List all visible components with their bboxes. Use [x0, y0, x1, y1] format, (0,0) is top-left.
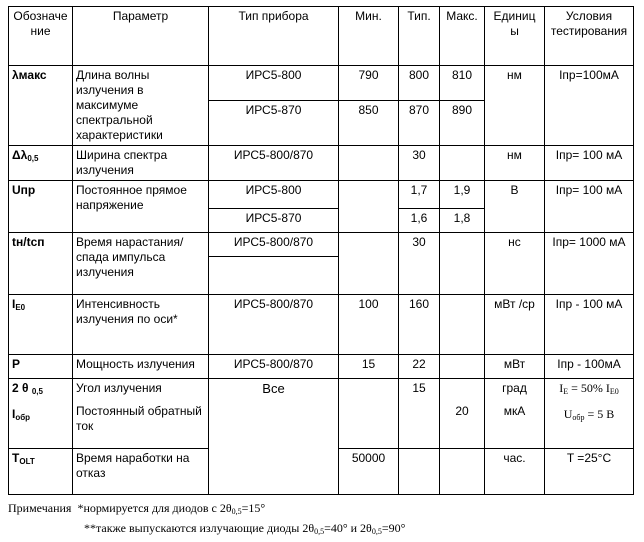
device-cell: ИРС5-800/870	[209, 295, 339, 355]
symbol-subscript: 0,5	[27, 154, 39, 163]
value-max: 20	[455, 404, 469, 418]
note-text: =90°	[381, 521, 406, 535]
value-max	[440, 233, 485, 295]
table-row	[9, 233, 634, 257]
value-min	[339, 233, 399, 295]
value-typ: 160	[399, 295, 440, 355]
unit-cell: нс	[485, 233, 545, 295]
param-forward-voltage: Постоянное прямое напряжение	[73, 181, 209, 233]
symbol-u-forward: Uпр	[9, 181, 73, 233]
value-typ: 800	[399, 66, 440, 101]
symbol-power: P	[9, 355, 73, 379]
header-device-type: Тип прибора	[209, 7, 339, 66]
param-angle: Угол излучения	[76, 381, 162, 395]
header-typ: Тип.	[399, 7, 440, 66]
condition-cell: Iпр=100мА	[545, 66, 634, 146]
cond-text: = 50% I	[568, 381, 610, 395]
header-units: Единиц ы	[485, 7, 545, 66]
symbol-subscript: OLT	[19, 457, 35, 466]
value-min: 50000	[339, 449, 399, 495]
device-irs5-870: ИРС5-870	[209, 209, 339, 233]
device-cell: ИРС5-800/870	[209, 355, 339, 379]
table-row	[9, 295, 634, 355]
device-cell: ИРС5-800/870	[209, 146, 339, 181]
header-parameter: Параметр	[73, 7, 209, 66]
value-min: 15	[339, 355, 399, 379]
value-max: 1,9	[440, 181, 485, 209]
value-typ: 870	[399, 100, 440, 145]
symbol-text: I	[12, 407, 16, 421]
value-max	[440, 449, 485, 495]
value-typ: 30	[399, 233, 440, 295]
param-rise-fall-time: Время нарастания/ спада импульса излучения	[73, 233, 209, 295]
cond-subscript: E	[563, 387, 569, 396]
symbol-lambda-max: λмакс	[9, 66, 73, 146]
unit-cell: мВт /ср	[485, 295, 545, 355]
value-min: 100	[339, 295, 399, 355]
spec-table	[8, 6, 634, 495]
value-max	[440, 295, 485, 355]
symbol-subscript: обр	[15, 413, 31, 422]
param-intensity: Интенсивность излучения по оси*	[73, 295, 209, 355]
unit-cell: нм	[485, 146, 545, 181]
value-min	[339, 181, 399, 233]
cond-subscript: обр	[572, 413, 585, 422]
symbol-subscript: 0,5	[31, 387, 43, 396]
value-max	[440, 146, 485, 181]
cond-text: U	[563, 407, 573, 421]
note-subscript: 0,5	[314, 527, 325, 536]
note-text: =15°	[241, 501, 266, 515]
param-reverse-current: Постоянный обратный ток	[76, 404, 202, 433]
symbol-delta-lambda	[9, 146, 73, 181]
symbol-text: Δλ	[12, 148, 28, 162]
unit-cell: В	[485, 181, 545, 233]
param-wavelength: Длина волны излучения в максимуме спектральной характеристики	[73, 66, 209, 146]
value-typ: 1,7	[399, 181, 440, 209]
condition-cell	[545, 379, 634, 449]
symbol-subscript: E0	[15, 303, 26, 312]
cond-text: I	[559, 381, 564, 395]
note-line-2	[8, 520, 405, 540]
value-max: 890	[440, 100, 485, 145]
table-row	[9, 66, 634, 101]
param-power: Мощность излучения	[73, 355, 209, 379]
symbol-iobr	[12, 407, 69, 425]
symbol-rise-fall: tн/tсп	[9, 233, 73, 295]
condition-cell: Iпр - 100 мА	[545, 295, 634, 355]
param-spectrum-width: Ширина спектра излучения	[73, 146, 209, 181]
cond-subscript: E0	[609, 387, 619, 396]
param-angle-iobr	[73, 379, 209, 449]
table-row	[9, 181, 634, 209]
value-typ: 30	[399, 146, 440, 181]
unit-cell	[485, 379, 545, 449]
condition-angle	[548, 381, 630, 399]
header-min: Мин.	[339, 7, 399, 66]
value-typ: 22	[399, 355, 440, 379]
header-test-conditions: Условия тестирования	[545, 7, 634, 66]
table-row	[9, 355, 634, 379]
device-all: Все	[209, 379, 339, 495]
symbol-ie0	[9, 295, 73, 355]
value-min: 790	[339, 66, 399, 101]
device-irs5-800: ИРС5-800	[209, 181, 339, 209]
header-max: Макс.	[440, 7, 485, 66]
symbol-text: T	[12, 451, 20, 465]
note-subscript: 0,5	[371, 527, 382, 536]
symbol-angle-iobr	[9, 379, 73, 449]
value-max	[440, 355, 485, 379]
header-designation: Обозначе ние	[9, 7, 73, 66]
unit-iobr: мкА	[503, 404, 526, 418]
condition-cell: Iпр= 100 мА	[545, 181, 634, 233]
notes-label: Примечания	[8, 501, 72, 515]
value-max: 1,8	[440, 209, 485, 233]
note-subscript: 0,5	[231, 507, 242, 516]
condition-cell: T =25°C	[545, 449, 634, 495]
device-cell-empty	[209, 257, 339, 295]
note-line-1	[8, 500, 405, 520]
value-typ: 1,6	[399, 209, 440, 233]
condition-iobr	[548, 407, 630, 425]
notes	[8, 500, 405, 540]
param-mtbf: Время наработки на отказ	[73, 449, 209, 495]
value-max-cell	[440, 379, 485, 449]
value-typ: 15	[399, 379, 440, 449]
value-max: 810	[440, 66, 485, 101]
unit-cell: мВт	[485, 355, 545, 379]
table-row	[9, 146, 634, 181]
device-irs5-870: ИРС5-870	[209, 100, 339, 145]
symbol-tolt	[9, 449, 73, 495]
table-row	[9, 379, 634, 449]
unit-cell: час.	[485, 449, 545, 495]
symbol-text: 2 θ	[12, 381, 29, 395]
value-typ	[399, 449, 440, 495]
header-row	[9, 7, 634, 66]
value-min: 850	[339, 100, 399, 145]
note-text: *нормируется для диодов с 2θ	[77, 501, 232, 515]
condition-cell: Iпр= 1000 мА	[545, 233, 634, 295]
value-min	[339, 146, 399, 181]
symbol-text: I	[12, 297, 16, 311]
note-text: **также выпускаются излучающие диоды 2θ	[84, 521, 315, 535]
condition-cell: Iпр= 100 мА	[545, 146, 634, 181]
condition-cell: Iпр - 100мА	[545, 355, 634, 379]
unit-cell: нм	[485, 66, 545, 146]
unit-angle: град	[502, 381, 527, 395]
note-text: =40° и 2θ	[324, 521, 372, 535]
device-irs5-800: ИРС5-800	[209, 66, 339, 101]
symbol-angle	[12, 381, 69, 399]
device-cell: ИРС5-800/870	[209, 233, 339, 257]
value-min	[339, 379, 399, 449]
cond-text: = 5 В	[584, 407, 615, 421]
